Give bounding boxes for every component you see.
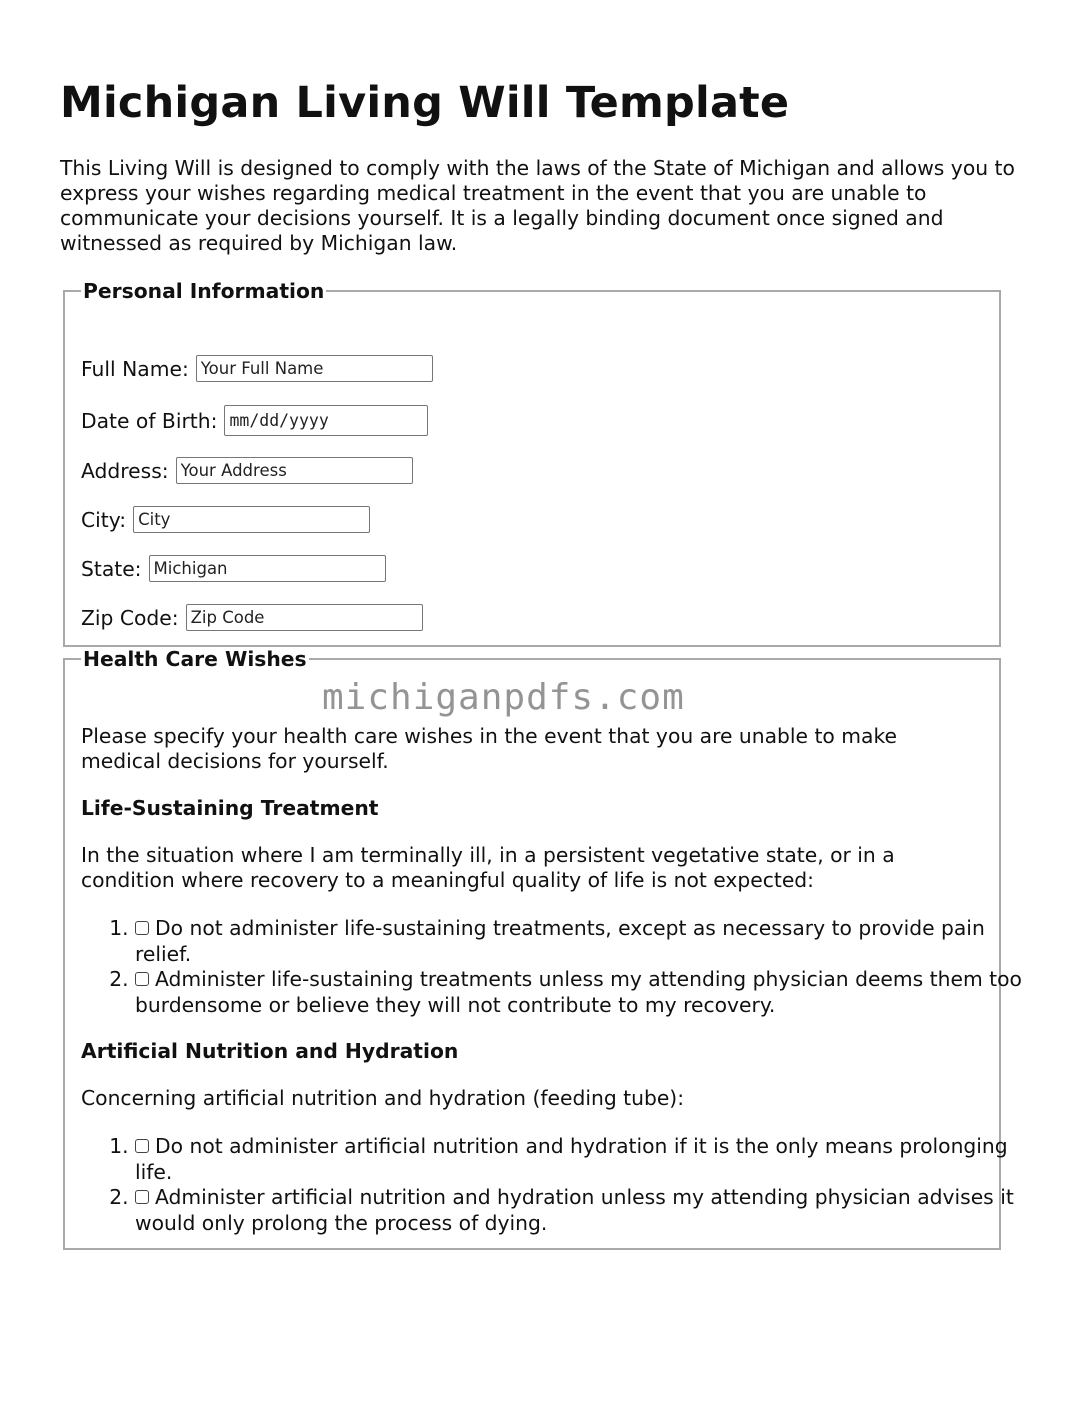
address-row: [81, 457, 413, 484]
zip-input[interactable]: [186, 604, 423, 631]
page-title: Michigan Living Will Template: [60, 78, 790, 128]
zip-label: Zip Code:: [81, 605, 179, 630]
zip-row: [81, 604, 423, 631]
city-row: [81, 506, 370, 533]
life-option-2-text: Administer life-sustaining treatments unless my attending physician deems them too burdensome or believe they will not contribute to my recovery.: [135, 967, 1022, 1017]
personal-information-section: [63, 279, 1001, 647]
dob-label: Date of Birth:: [81, 408, 218, 433]
health-intro: Please specify your health care wishes in the event that you are unable to make medical decisions for yourself.: [81, 724, 897, 773]
nutrition-option-1-text: Do not administer artificial nutrition and hydration if it is the only means prolonging life.: [135, 1134, 1008, 1184]
checkbox-icon[interactable]: [135, 972, 149, 986]
nutrition-heading: Artificial Nutrition and Hydration: [81, 1039, 459, 1063]
watermark: michiganpdfs.com: [322, 677, 685, 718]
address-label: Address:: [81, 458, 169, 483]
state-input[interactable]: [149, 555, 386, 582]
life-sustaining-options: [81, 916, 1045, 1018]
life-option-2: [135, 967, 1045, 1018]
life-sustaining-heading: Life-Sustaining Treatment: [81, 796, 379, 820]
intro-paragraph: This Living Will is designed to comply with the laws of the State of Michigan and allows you to express your wishes regarding medical treatment in the event that you are unable to communicate your decisions yourself. It is a legally binding document once signed and witnessed as required by Michigan law.: [60, 156, 1015, 255]
health-care-wishes-legend: Health Care Wishes: [83, 647, 307, 671]
state-row: [81, 555, 386, 582]
life-sustaining-text: In the situation where I am terminally ill, in a persistent vegetative state, or in a condition where recovery to a meaningful quality of life is not expected:: [81, 843, 895, 892]
state-label: State:: [81, 556, 142, 581]
nutrition-option-2: [135, 1185, 1045, 1236]
city-label: City:: [81, 507, 127, 532]
nutrition-text: Concerning artificial nutrition and hydration (feeding tube):: [81, 1086, 685, 1110]
checkbox-icon[interactable]: [135, 921, 149, 935]
full-name-row: [81, 355, 433, 382]
checkbox-icon[interactable]: [135, 1139, 149, 1153]
address-input[interactable]: [176, 457, 413, 484]
dob-input[interactable]: [224, 405, 428, 436]
nutrition-options: [81, 1134, 1045, 1236]
nutrition-option-2-text: Administer artificial nutrition and hydration unless my attending physician advises it would only prolong the process of dying.: [135, 1185, 1014, 1235]
personal-information-legend: Personal Information: [83, 279, 325, 303]
dob-row: [81, 405, 428, 436]
life-option-1-text: Do not administer life-sustaining treatments, except as necessary to provide pain relief.: [135, 916, 985, 966]
checkbox-icon[interactable]: [135, 1190, 149, 1204]
life-option-1: [135, 916, 1045, 967]
full-name-input[interactable]: [196, 355, 433, 382]
full-name-label: Full Name:: [81, 356, 189, 381]
city-input[interactable]: [133, 506, 370, 533]
nutrition-option-1: [135, 1134, 1045, 1185]
health-care-wishes-section: [63, 647, 1022, 1250]
